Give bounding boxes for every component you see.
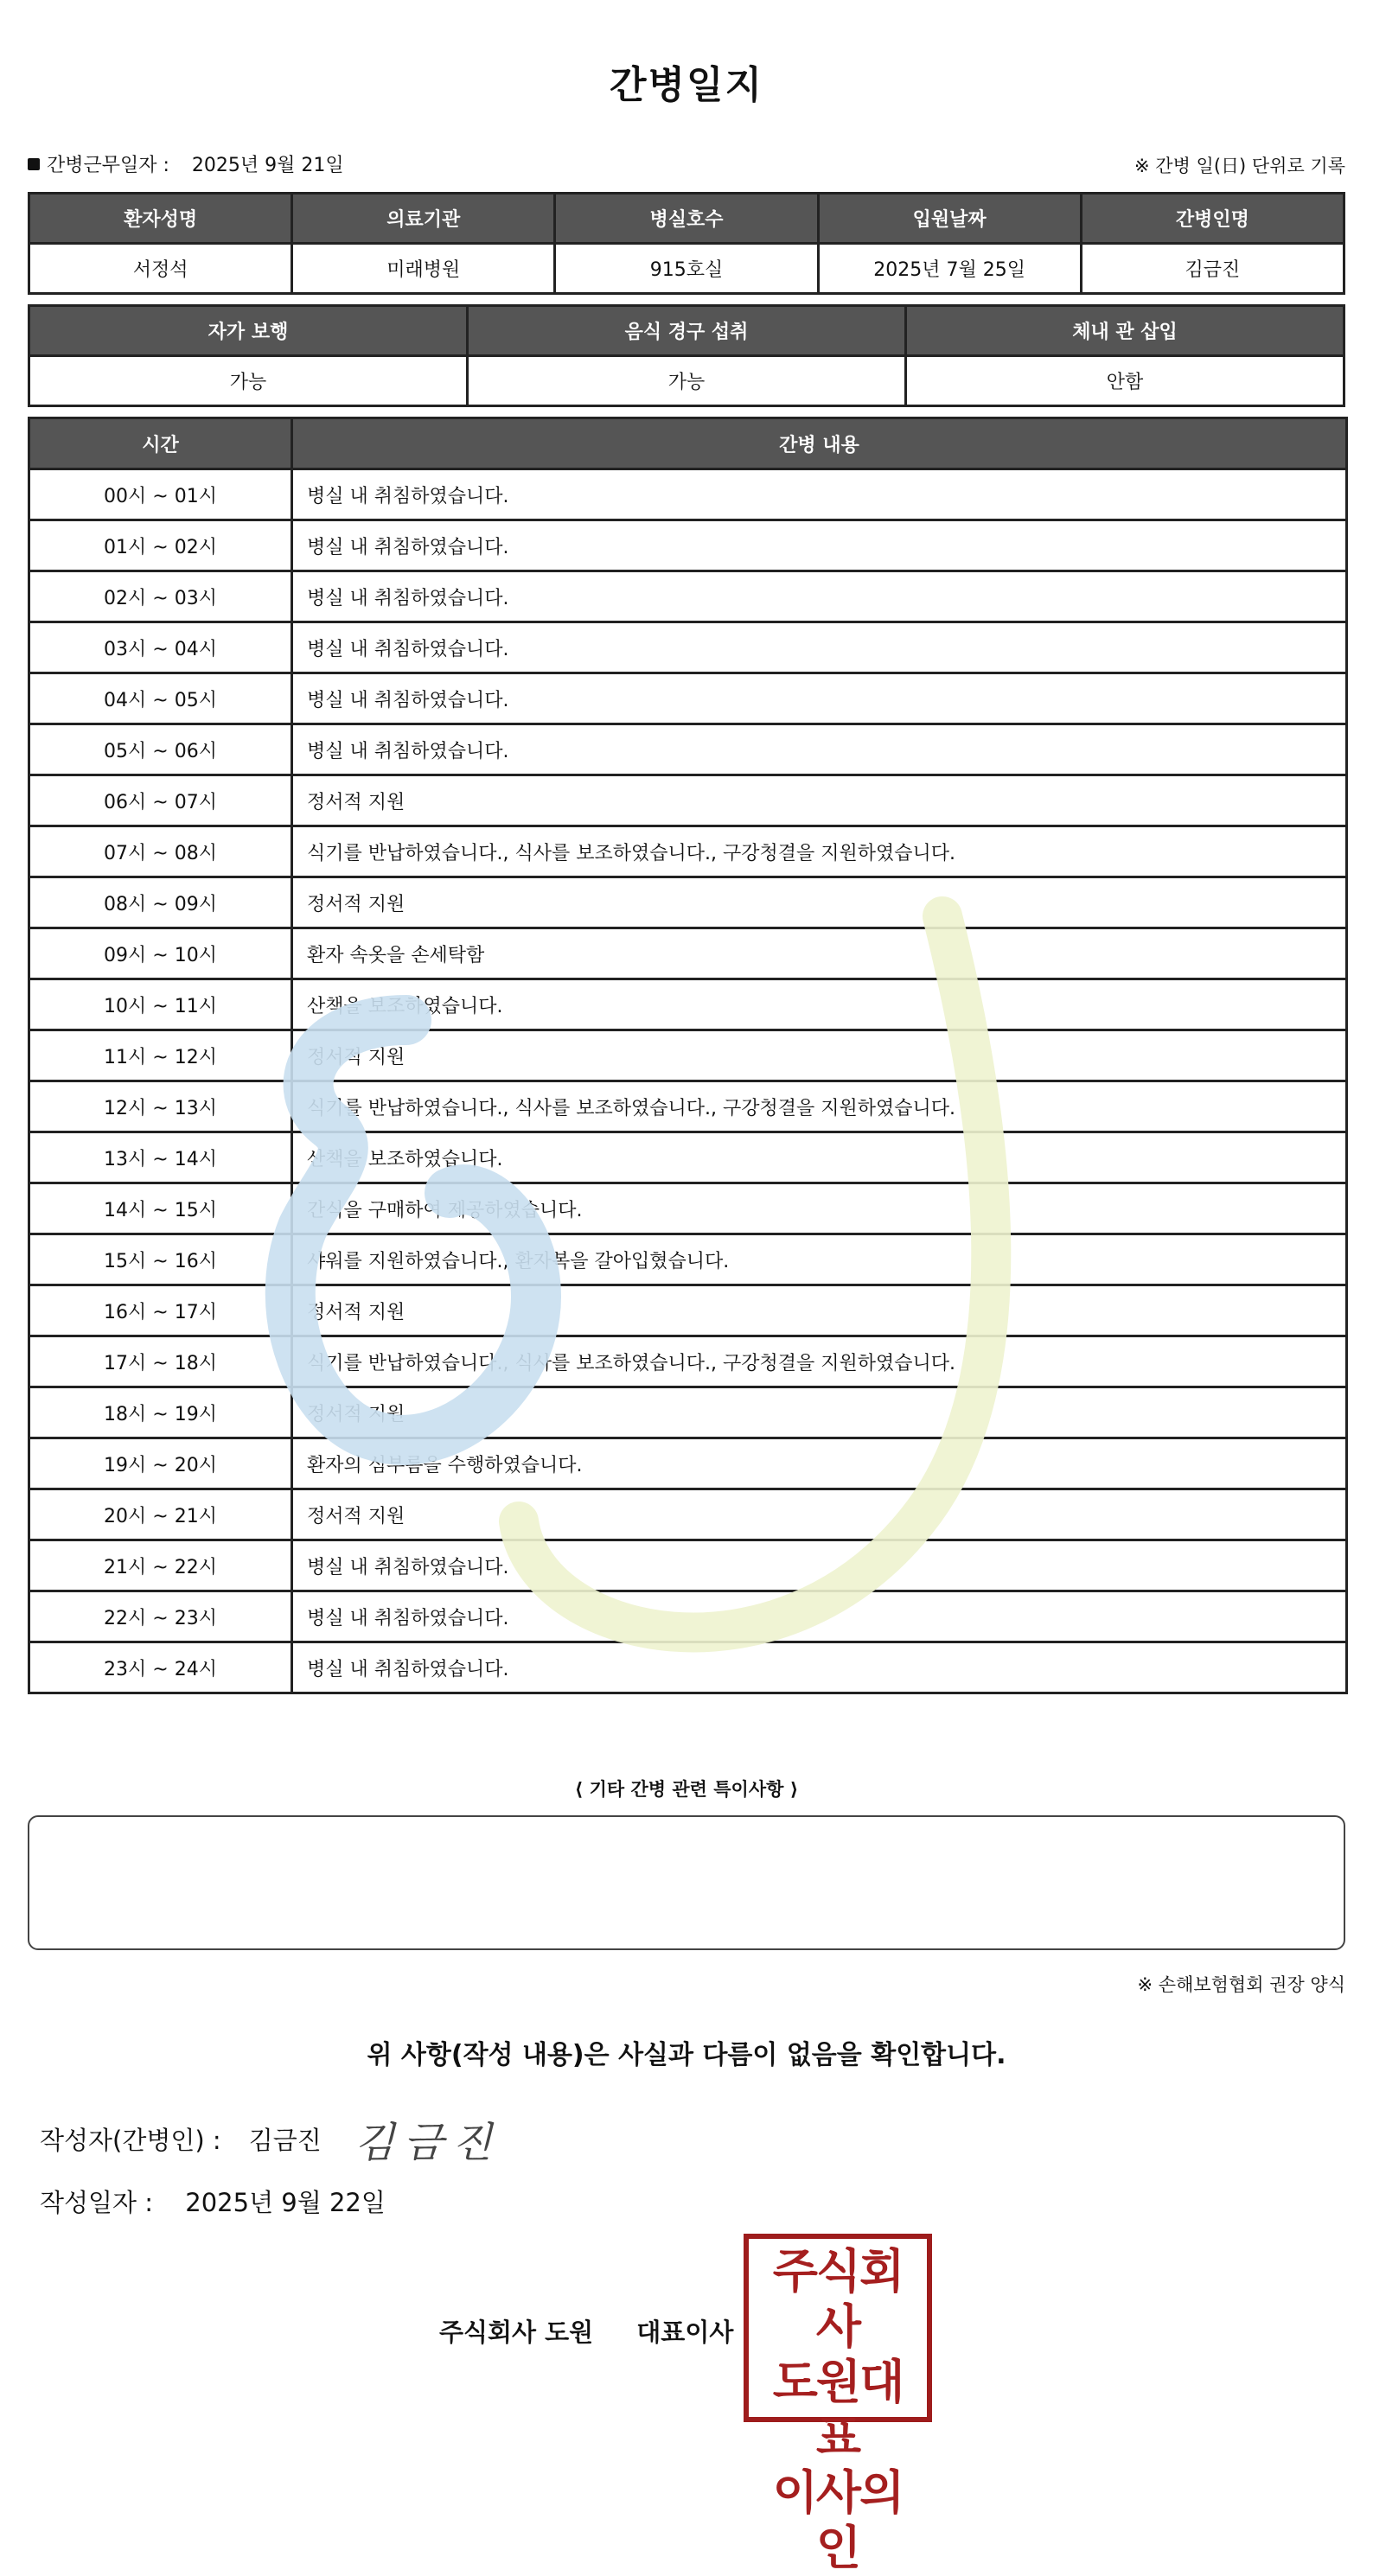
care-log-row — [29, 1336, 1347, 1387]
care-log-body — [29, 469, 1347, 1693]
patient-info-header-row — [29, 194, 1344, 244]
care-log-content: 산책을 보조하였습니다. — [292, 1132, 1347, 1183]
header-walking: 자가 보행 — [29, 306, 468, 356]
care-log-time: 10시 ~ 11시 — [29, 979, 292, 1030]
written-date-value: 2025년 9월 22일 — [185, 2188, 386, 2217]
care-log-row — [29, 1132, 1347, 1183]
care-log-time: 22시 ~ 23시 — [29, 1591, 292, 1642]
care-log-time: 05시 ~ 06시 — [29, 724, 292, 775]
care-log-content: 병실 내 취침하였습니다. — [292, 1642, 1347, 1693]
header-caregiver-name: 간병인명 — [1081, 194, 1344, 244]
care-log-content: 산책을 보조하였습니다. — [292, 979, 1347, 1030]
care-log-content: 병실 내 취침하였습니다. — [292, 1591, 1347, 1642]
care-log-time: 06시 ~ 07시 — [29, 775, 292, 826]
seal-line: 주식회사 — [772, 2244, 904, 2354]
care-log-content: 정서적 지원 — [292, 1030, 1347, 1081]
care-log-row — [29, 1591, 1347, 1642]
company-row — [439, 2313, 733, 2349]
care-log-content: 간식을 구매하여 제공하였습니다. — [292, 1183, 1347, 1234]
care-log-time: 15시 ~ 16시 — [29, 1234, 292, 1285]
care-log-time: 00시 ~ 01시 — [29, 469, 292, 520]
seal-line: 도원대표 — [772, 2355, 904, 2464]
work-date-label: 간병근무일자 : — [47, 155, 169, 176]
bullet-square-icon — [28, 158, 40, 170]
header-oral-intake: 음식 경구 섭취 — [468, 306, 906, 356]
care-log-time: 03시 ~ 04시 — [29, 622, 292, 673]
company-name: 주식회사 도원 — [439, 2318, 594, 2347]
care-log-row — [29, 1285, 1347, 1336]
care-log-row — [29, 1081, 1347, 1132]
care-log-time: 16시 ~ 17시 — [29, 1285, 292, 1336]
care-log-content: 정서적 지원 — [292, 1489, 1347, 1540]
care-log-time: 09시 ~ 10시 — [29, 928, 292, 979]
care-log-row — [29, 673, 1347, 724]
notes-title: ⟨ 기타 간병 관련 특이사항 ⟩ — [574, 1779, 799, 1800]
page-title: 간병일지 — [609, 63, 763, 107]
header-admission-date: 입원날짜 — [818, 194, 1081, 244]
care-log-time: 13시 ~ 14시 — [29, 1132, 292, 1183]
care-log-row — [29, 1438, 1347, 1489]
care-log-content: 식기를 반납하였습니다., 식사를 보조하였습니다., 구강청결을 지원하였습니다. — [292, 826, 1347, 877]
patient-status-value-row — [29, 356, 1344, 406]
care-log-table — [28, 417, 1348, 1694]
care-log-content: 병실 내 취침하였습니다. — [292, 1540, 1347, 1591]
special-notes-box[interactable] — [28, 1815, 1345, 1950]
care-log-content: 병실 내 취침하였습니다. — [292, 724, 1347, 775]
care-log-row — [29, 1030, 1347, 1081]
walking-status: 가능 — [29, 356, 468, 406]
care-log-time: 11시 ~ 12시 — [29, 1030, 292, 1081]
author-row — [40, 2121, 322, 2157]
header-patient-name: 환자성명 — [29, 194, 292, 244]
care-log-row — [29, 571, 1347, 622]
tube-insertion-status: 안함 — [906, 356, 1344, 406]
care-log-row — [29, 1642, 1347, 1693]
seal-line: 이사의인 — [772, 2465, 904, 2575]
record-unit-note: ※ 간병 일(日) 단위로 기록 — [1134, 156, 1345, 176]
care-log-time: 04시 ~ 05시 — [29, 673, 292, 724]
care-log-time: 19시 ~ 20시 — [29, 1438, 292, 1489]
care-log-content: 병실 내 취침하였습니다. — [292, 520, 1347, 571]
header-care-content: 간병 내용 — [292, 418, 1347, 469]
care-log-row — [29, 1234, 1347, 1285]
care-log-row — [29, 1489, 1347, 1540]
care-log-content: 환자 속옷을 손세탁함 — [292, 928, 1347, 979]
care-log-content: 병실 내 취침하였습니다. — [292, 673, 1347, 724]
care-log-content: 병실 내 취침하였습니다. — [292, 571, 1347, 622]
care-log-row — [29, 826, 1347, 877]
care-log-header-row — [29, 418, 1347, 469]
patient-name: 서정석 — [29, 244, 292, 294]
care-log-row — [29, 775, 1347, 826]
care-log-time: 01시 ~ 02시 — [29, 520, 292, 571]
caregiver-name: 김금진 — [1081, 244, 1344, 294]
care-log-content: 병실 내 취침하였습니다. — [292, 469, 1347, 520]
care-log-row — [29, 622, 1347, 673]
care-log-row — [29, 877, 1347, 928]
patient-status-table — [28, 304, 1345, 407]
care-log-row — [29, 1540, 1347, 1591]
work-date-value: 2025년 9월 21일 — [191, 155, 344, 176]
header-hospital: 의료기관 — [292, 194, 555, 244]
work-date-row — [28, 150, 344, 177]
header-tube-insertion: 체내 관 삽입 — [906, 306, 1344, 356]
header-room: 병실호수 — [555, 194, 818, 244]
care-log-content: 정서적 지원 — [292, 1387, 1347, 1438]
patient-info-table — [28, 192, 1345, 295]
care-log-time: 17시 ~ 18시 — [29, 1336, 292, 1387]
care-log-content: 정서적 지원 — [292, 1285, 1347, 1336]
care-log-content: 샤워를 지원하였습니다., 환자복을 갈아입혔습니다. — [292, 1234, 1347, 1285]
care-log-time: 02시 ~ 03시 — [29, 571, 292, 622]
form-standard-note: ※ 손해보험협회 권장 양식 — [1137, 1974, 1345, 1995]
care-log-time: 12시 ~ 13시 — [29, 1081, 292, 1132]
written-date-row — [40, 2184, 386, 2219]
care-log-row — [29, 520, 1347, 571]
patient-info-value-row — [29, 244, 1344, 294]
hospital-name: 미래병원 — [292, 244, 555, 294]
care-log-time: 20시 ~ 21시 — [29, 1489, 292, 1540]
care-log-time: 08시 ~ 09시 — [29, 877, 292, 928]
room-number: 915호실 — [555, 244, 818, 294]
care-log-content: 병실 내 취침하였습니다. — [292, 622, 1347, 673]
care-log-row — [29, 1387, 1347, 1438]
written-date-label: 작성일자 : — [40, 2188, 154, 2217]
care-log-row — [29, 724, 1347, 775]
handwritten-signature: 김금진 — [354, 2119, 501, 2167]
care-log-time: 18시 ~ 19시 — [29, 1387, 292, 1438]
care-log-row — [29, 469, 1347, 520]
confirmation-statement: 위 사항(작성 내용)은 사실과 다름이 없음을 확인합니다. — [367, 2040, 1006, 2070]
author-name: 김금진 — [248, 2126, 322, 2155]
care-log-content: 식기를 반납하였습니다., 식사를 보조하였습니다., 구강청결을 지원하였습니다. — [292, 1336, 1347, 1387]
author-label: 작성자(간병인) : — [40, 2126, 221, 2155]
care-log-content: 환자의 심부름을 수행하였습니다. — [292, 1438, 1347, 1489]
care-log-time: 23시 ~ 24시 — [29, 1642, 292, 1693]
patient-status-header-row — [29, 306, 1344, 356]
company-role: 대표이사 — [636, 2318, 734, 2347]
care-log-row — [29, 1183, 1347, 1234]
care-log-content: 정서적 지원 — [292, 775, 1347, 826]
admission-date: 2025년 7월 25일 — [818, 244, 1081, 294]
care-log-time: 14시 ~ 15시 — [29, 1183, 292, 1234]
header-time: 시간 — [29, 418, 292, 469]
company-seal-stamp — [744, 2234, 932, 2575]
care-log-time: 07시 ~ 08시 — [29, 826, 292, 877]
care-log-row — [29, 928, 1347, 979]
care-log-time: 21시 ~ 22시 — [29, 1540, 292, 1591]
care-log-row — [29, 979, 1347, 1030]
care-log-content: 식기를 반납하였습니다., 식사를 보조하였습니다., 구강청결을 지원하였습니다. — [292, 1081, 1347, 1132]
oral-intake-status: 가능 — [468, 356, 906, 406]
care-log-content: 정서적 지원 — [292, 877, 1347, 928]
